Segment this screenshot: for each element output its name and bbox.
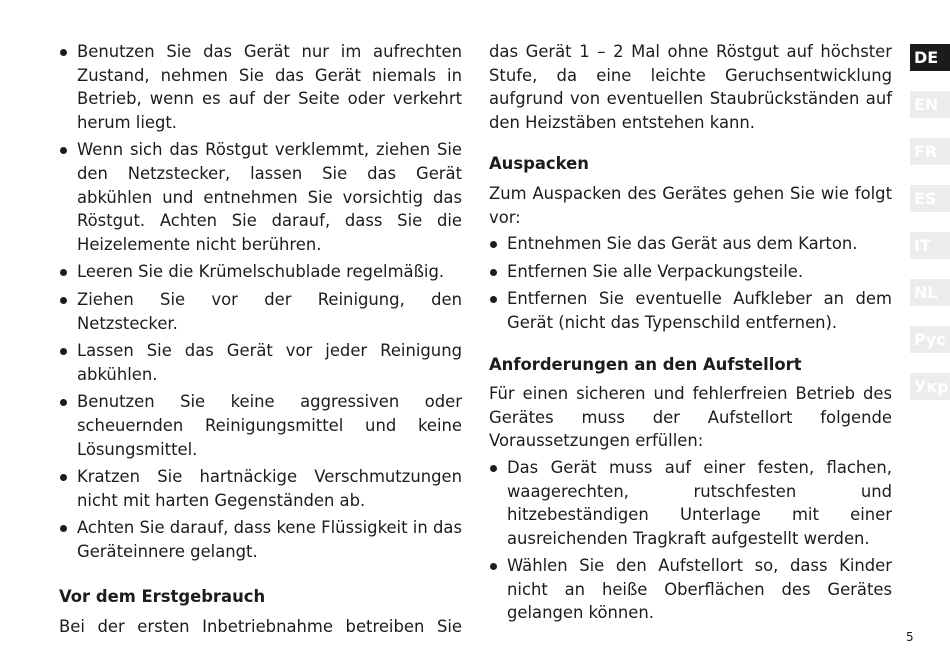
bullet-icon	[60, 147, 67, 154]
list-item: Entnehmen Sie das Gerät aus dem Karton.	[489, 232, 892, 256]
bullet-icon	[490, 269, 497, 276]
bullet-icon	[60, 49, 67, 56]
heading-first-use: Vor dem Erstgebrauch	[59, 587, 266, 607]
safety-bullet-list	[59, 40, 462, 563]
list-item: Kratzen Sie hartnäckige Verschmutzungen nicht mit harten Gegenständen ab.	[59, 465, 462, 512]
unpacking-bullet-list	[489, 232, 892, 334]
tab-it[interactable]: IT	[910, 232, 950, 259]
language-tabs	[910, 44, 950, 420]
bullet-icon	[490, 563, 497, 570]
right-column	[489, 40, 892, 629]
bullet-icon	[60, 474, 67, 481]
tab-en[interactable]: EN	[910, 91, 950, 118]
list-item: Ziehen Sie vor der Reinigung, den Netzstecker.	[59, 288, 462, 335]
bullet-icon	[60, 525, 67, 532]
location-bullet-list	[489, 456, 892, 625]
list-item: Entfernen Sie alle Verpackungsteile.	[489, 260, 892, 284]
tab-de[interactable]: DE	[910, 44, 950, 71]
heading-unpacking: Auspacken	[489, 154, 589, 174]
left-column	[59, 40, 462, 639]
tab-nl[interactable]: NL	[910, 279, 950, 306]
bullet-icon	[490, 296, 497, 303]
bullet-icon	[60, 348, 67, 355]
list-item: Benutzen Sie keine aggressiven oder scheuernden Reinigungsmittel und keine Lösungsmittel.	[59, 390, 462, 461]
list-item: Wählen Sie den Aufstellort so, dass Kinder nicht an heiße Oberflächen des Gerätes gelangen können.	[489, 554, 892, 625]
list-item: Achten Sie darauf, dass kene Flüssigkeit in das Geräteinnere gelangt.	[59, 516, 462, 563]
tab-es[interactable]: ES	[910, 185, 950, 212]
bullet-icon	[490, 241, 497, 248]
location-intro: Für einen sicheren und fehlerfreien Betrieb des Gerätes muss der Aufstellort folgende Voraussetzungen erfüllen:	[489, 384, 892, 451]
list-item: Lassen Sie das Gerät vor jeder Reinigung abkühlen.	[59, 339, 462, 386]
tab-ru[interactable]: Рус	[910, 326, 950, 353]
list-item: Leeren Sie die Krümelschublade regelmäßig.	[59, 260, 462, 284]
page-number: 5	[906, 630, 914, 644]
first-use-continued-text: das Gerät 1 – 2 Mal ohne Röstgut auf höchster Stufe, da eine leichte Geruchsentwicklung aufgrund von eventuellen Staubrückständen auf den Heizstäben entstehen kann.	[489, 42, 892, 132]
heading-location: Anforderungen an den Aufstellort	[489, 354, 802, 374]
list-item: Das Gerät muss auf einer festen, flachen, waagerechten, rutschfesten und hitzebeständigen Unterlage mit einer ausreichenden Tragkraft aufgestellt werden.	[489, 456, 892, 550]
bullet-icon	[60, 399, 67, 406]
tab-fr[interactable]: FR	[910, 138, 950, 165]
list-item: Benutzen Sie das Gerät nur im aufrechten Zustand, nehmen Sie das Gerät niemals in Betrieb, wenn es auf der Seite oder verkehrt herum liegt.	[59, 40, 462, 134]
unpacking-intro: Zum Auspacken des Gerätes gehen Sie wie folgt vor:	[489, 183, 892, 227]
bullet-icon	[60, 297, 67, 304]
list-item: Entfernen Sie eventuelle Aufkleber an dem Gerät (nicht das Typenschild entfernen).	[489, 287, 892, 334]
list-item: Wenn sich das Röstgut verklemmt, ziehen Sie den Netzstecker, lassen Sie das Gerät abkühlen und entnehmen Sie vorsichtig das Röstgut. Achten Sie darauf, dass Sie die Heizelemente nicht berühren.	[59, 138, 462, 256]
tab-uk[interactable]: Укр	[910, 373, 950, 400]
bullet-icon	[490, 465, 497, 472]
bullet-icon	[60, 269, 67, 276]
first-use-text: Bei der ersten Inbetriebnahme betreiben Sie	[59, 617, 462, 637]
